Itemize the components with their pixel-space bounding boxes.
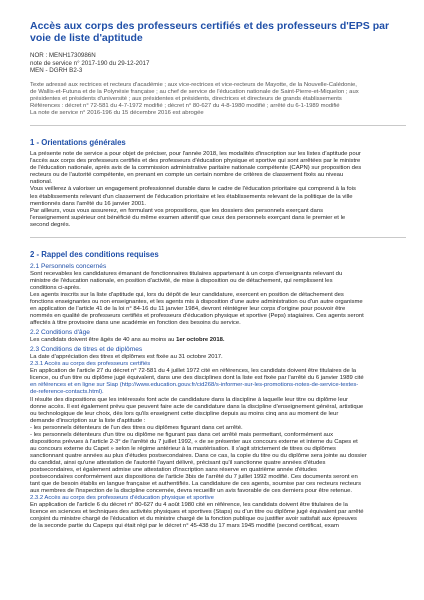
siap-link-line[interactable]: de-reference-contacts.html). <box>30 389 104 396</box>
address-line: Texte adressé aux rectrices et recteurs d'académie ; aux vice-rectrices et vice-recteurs de Mayotte, de la Nouvelle-Calédonie, <box>30 81 357 88</box>
body-line: sanctionnant quatre années au plus d'études postsecondaires. Dans ce cas, la copie du titre ou du diplôme sera jointe au dossier <box>30 452 367 459</box>
body-line: postsecondaires, et également admise une attestation d'inscription sans réserve en quatrième année d'études <box>30 466 317 473</box>
abrogation-line: La note de service n° 2016-196 du 15 décembre 2016 est abrogée <box>30 110 204 117</box>
body-line: donne accès. Il est également prévu que peuvent faire acte de candidature dans la discipline d'enseignement général, artistique <box>30 403 364 410</box>
address-line: présidentes et présidents d'université ; aux présidentes et présidents, directrices et directeurs de grands établissements <box>30 95 342 102</box>
nor-reference: NOR : MENH1730986N <box>30 52 96 59</box>
age-condition-line: Les candidats doivent être âgés de 40 ans au moins au 1er octobre 2018. <box>30 337 225 344</box>
age-deadline: 1er octobre 2018. <box>176 337 225 344</box>
body-line: recteurs ou de l'autorité compétente, en prenant en compte un certain nombre de critères de classement fixés au niveau <box>30 172 344 179</box>
body-line: de l'éducation nationale, après avis de la commission administrative paritaire nationale compétente (CAPN) sur proposition des <box>30 165 362 172</box>
subsection-heading-2-2: 2.2 Conditions d'âge <box>30 329 90 337</box>
body-line: conditions ci-après. <box>30 284 81 291</box>
siap-link-line[interactable]: en références et en ligne sur Siap (http://www.education.gouv.fr/cid268/s-informer-sur-les-promotions-notes-de-service-textes- <box>30 382 359 389</box>
body-line: de la seconde partie du Capeps qui était régi par le décret n° 45-438 du 17 mars 1945 modifié (second certificat, exam <box>30 523 339 530</box>
body-line: second degrés. <box>30 221 71 228</box>
body-line: demande d'inscription sur la liste d'aptitude : <box>30 417 146 424</box>
subsection-2-2-body <box>30 337 406 344</box>
body-line: Vous veillerez à valoriser un engagement professionnel durable dans le cadre de l'éducation prioritaire qui comprend à la fois <box>30 186 356 193</box>
address-line: de Wallis-et-Futuna et de la Polynésie française ; au chef de service de l'éducation nationale de Saint-Pierre-et-Miquelon ; aux <box>30 88 359 95</box>
subsection-heading-2-1: 2.1 Personnels concernés <box>30 262 107 270</box>
body-line: les établissements relevant d'un classement de l'éducation prioritaire et les établissements relevant de la politique de la ville <box>30 193 353 200</box>
document-title: Accès aux corps des professeurs certifiés et des professeurs d'EPS par voie de liste d'aptitude <box>30 20 390 44</box>
body-line: En application de l'article 6 du décret n° 80-627 du 4 août 1980 cité en référence, les candidats doivent être titulaires de la <box>30 502 348 509</box>
section-heading-2: 2 - Rappel des conditions requises <box>30 249 159 259</box>
body-line: l'accès aux corps des professeurs certifiés et des professeurs d'éducation physique et sportive qui sont arrêtées par le ministre <box>30 158 361 165</box>
body-line: national. <box>30 179 53 186</box>
subsection-heading-2-3-1: 2.3.1 Accès au corps des professeurs certifiés <box>30 361 151 368</box>
issuing-office: MEN - DGRH B2-3 <box>30 67 83 75</box>
separator <box>30 237 406 238</box>
document-meta <box>30 52 406 75</box>
body-line: postsecondaires conformément aux dispositions de l'article 3bis de l'arrêté du 7 juillet 1992 modifié. Ces documents seront en <box>30 474 358 481</box>
subsection-2-3-2-body <box>30 502 406 530</box>
body-line: Les agents inscrits sur la liste d'aptitude qui, lors du dépôt de leur candidature, exercent en position de détachement des <box>30 291 344 298</box>
body-line: du candidat, ainsi qu'une attestation de l'autorité l'ayant délivré, précisant qu'il sanctionne quatre années d'études <box>30 459 326 466</box>
separator <box>30 125 406 126</box>
body-line: La date d'appréciation des titres et diplômes est fixée au 31 octobre 2017. <box>30 354 223 361</box>
note-de-service-reference: note de service n° 2017-190 du 29-12-2017 <box>30 59 150 67</box>
body-line: tant que de besoin établis en langue française et authentifiés. La candidature de ces agents, soumise par ces recteurs recteurs <box>30 481 362 488</box>
body-line: En application de l'article 27 du décret n° 72-581 du 4 juillet 1972 cité en références, les candidats doivent être titulaires de la <box>30 368 357 375</box>
body-line: - les personnels détenteurs de l'un des titres ou diplômes figurant dans cet arrêté. <box>30 424 243 431</box>
body-line: Par ailleurs, vous vous assurerez, en formulant vos propositions, que les dossiers des personnels exerçant dans <box>30 207 324 214</box>
subsection-heading-2-3-2: 2.3.2 Accès au corps des professeurs d'éducation physique et sportive <box>30 495 214 502</box>
references-line: Références : décret n° 72-581 du 4-7-1972 modifié ; décret n° 80-627 du 4-8-1980 modifié ; arrêté du 6-1-1989 modifié <box>30 103 340 110</box>
subsection-heading-2-3: 2.3 Conditions de titres et de diplômes <box>30 346 143 354</box>
body-line: nommés en qualité de professeurs certifiés et professeurs d'éducation physique et sportive (Peps) stagiaires. Ces agents seront <box>30 313 364 320</box>
body-line: mentionnés dans l'arrêté du 16 janvier 2001. <box>30 200 147 207</box>
body-line: affectés à titre provisoire dans une académie en fonction des besoins du service. <box>30 320 241 327</box>
body-line: au concours externe du Capet » selon le régime antérieur à la mastérisation. Il s'agit strictement de titres ou diplômes <box>30 445 336 452</box>
body-line: licence, ou d'un titre ou diplôme jugé équivalent, dans une des disciplines dont la liste est fixée par l'arrêté du 6 janvier 1989 cité <box>30 375 364 382</box>
body-line: en application de l'article 41 de la loi n° 84-16 du 11 janvier 1984, devront réintégrer leur corps d'origine pour pouvoir être <box>30 306 346 312</box>
body-line: conjoint du ministre chargé de l'éducation et du ministre chargé de la fonction publique ou justifier avoir satisfait aux épreuves <box>30 516 357 523</box>
section-1-body <box>30 151 406 229</box>
body-line: ou technologique de leur choix, dès lors qu'ils enseignent cette discipline depuis au moins cinq ans au moment de leur <box>30 410 339 417</box>
body-line: dispositions prévues à l'article 2-3° de l'arrêté du 7 juillet 1992, « de se présenter aux concours externe et interne du Capes et <box>30 438 358 445</box>
body-line: licence en sciences et techniques des activités physiques et sportives (Staps) ou d'un titre ou diplôme jugé équivalent par arrêté <box>30 509 364 516</box>
subsection-2-3-1-body <box>30 368 406 495</box>
body-line: - les personnels détenteurs d'un titre ou diplôme ne figurant pas dans cet arrêté mais permettant, conformément aux <box>30 431 334 438</box>
addressees-block <box>30 82 406 117</box>
body-line: ministre de l'éducation nationale, en position d'activité, de mise à disposition ou de détachement, qui remplissent les <box>30 277 333 284</box>
body-line: Sont recevables les candidatures émanant de fonctionnaires titulaires appartenant à un corps d'enseignants relevant du <box>30 270 343 277</box>
subsection-2-1-body <box>30 271 406 327</box>
body-line: aux membres de l'inspection de la discipline concernée, devra recueillir un avis favorable de ces derniers pour être retenue. <box>30 488 353 495</box>
body-line: Il résulte des dispositions que les intéressés font acte de candidature dans la discipline à laquelle leur titre ou diplôme leur <box>30 396 348 403</box>
body-line: l'enseignement supérieur ont bénéficié du même examen attentif que ceux des personnels exerçant dans le premier et le <box>30 214 346 221</box>
subsection-2-3-body <box>30 354 406 361</box>
body-line: La présente note de service a pour objet de préciser, pour l'année 2018, les modalités d'inscription sur les listes d'aptitude pour <box>30 151 361 158</box>
section-heading-1: 1 - Orientations générales <box>30 138 126 148</box>
body-line: fonctions enseignantes ou non enseignantes, et les agents mis à disposition d'une autre administration ou d'un autre organisme <box>30 298 363 305</box>
